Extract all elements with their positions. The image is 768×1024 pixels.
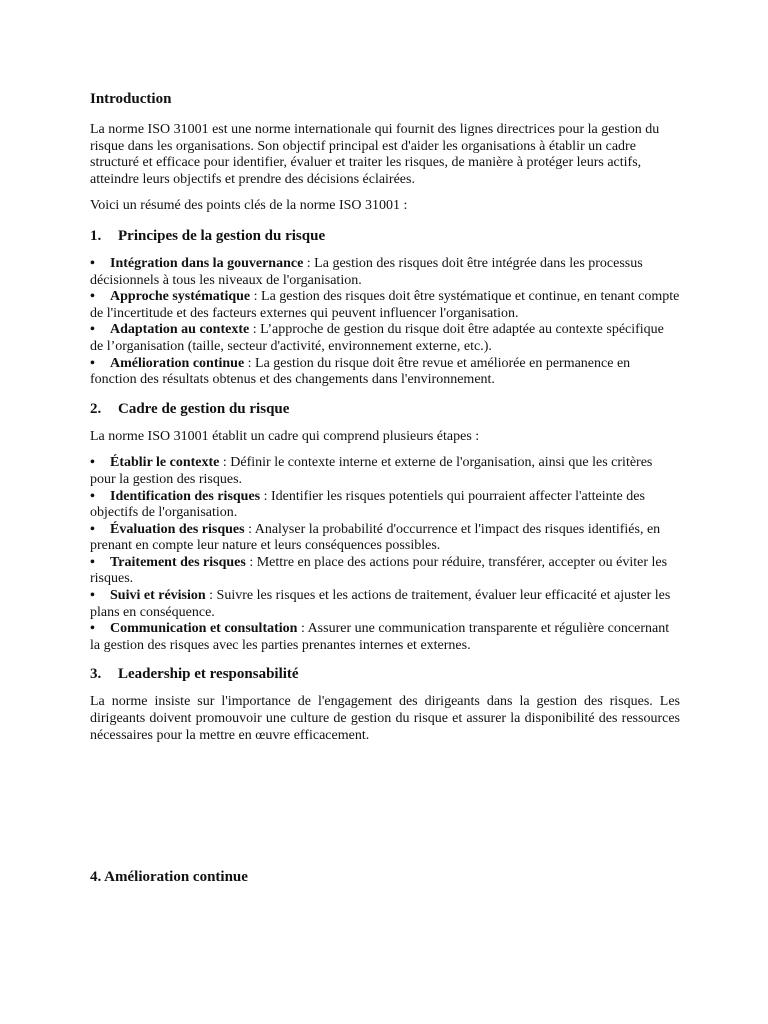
list-item — [90, 256, 680, 289]
list-item — [90, 555, 680, 588]
bullet-icon: • — [90, 355, 95, 371]
section-3-title: Leadership et responsabilité — [118, 666, 299, 683]
section-2-list — [90, 455, 680, 654]
list-item-term: Approche systématique — [110, 289, 251, 305]
list-item-term: Communication et consultation — [110, 621, 298, 637]
section-1-title: Principes de la gestion du risque — [118, 227, 326, 244]
bullet-icon: • — [90, 621, 95, 637]
document-body — [90, 88, 680, 897]
section-1-heading — [90, 225, 680, 247]
list-item — [90, 489, 680, 522]
bullet-icon: • — [90, 455, 95, 471]
section-2-title: Cadre de gestion du risque — [118, 400, 290, 417]
list-item — [90, 356, 680, 389]
list-item — [90, 322, 680, 355]
list-item-term: Suivi et révision — [110, 588, 206, 604]
list-item-term: Traitement des risques — [110, 554, 246, 570]
summary-line: Voici un résumé des points clés de la norme ISO 31001 : — [90, 198, 408, 214]
intro-heading: Introduction — [90, 91, 172, 107]
list-item-text: : Identifier les risques potentiels qui pourraient affecter l'atteinte des objectifs de l'organisation. — [90, 488, 645, 521]
list-item-text: : Définir le contexte interne et externe de l'organisation, ainsi que les critères pour la gestion des risques. — [90, 455, 653, 487]
intro-paragraph: La norme ISO 31001 est une norme internationale qui fournit des lignes directrices pour la gestion du risque dans les organisations. Son objectif principal est d'aider les organisations à établir un cadre structuré et efficace pour identifier, évaluer et traiter les risques, de manière à protéger leurs actifs, atteindre leurs objectifs et prendre des décisions éclairées. — [90, 122, 660, 187]
bullet-icon: • — [90, 322, 95, 338]
section-3-paragraph: La norme insiste sur l'importance de l'engagement des dirigeants dans la gestion des risques. Les dirigeants doivent promouvoir une culture de gestion du risque et assurer la disponibilité des ressources nécessaires pour la mettre en œuvre efficacement. — [90, 694, 680, 743]
section-2-heading — [90, 398, 680, 420]
section-2-number: 2. — [90, 400, 102, 417]
list-item-term: Amélioration continue — [110, 355, 245, 371]
bullet-icon: • — [90, 289, 95, 305]
list-item — [90, 588, 680, 621]
bullet-icon: • — [90, 255, 95, 271]
list-item — [90, 455, 680, 488]
bullet-icon: • — [90, 521, 95, 537]
section-1-number: 1. — [90, 227, 102, 244]
list-item-text: : La gestion des risques doit être intégrée dans les processus décisionnels à tous les niveaux de l'organisation. — [90, 255, 643, 288]
list-item-text: : L’approche de gestion du risque doit être adaptée au contexte spécifique de l’organisation (taille, secteur d'activité, environnement externe, etc.). — [90, 322, 664, 354]
blank-space — [90, 754, 680, 866]
list-item-term: Identification des risques — [110, 488, 261, 504]
list-item-term: Évaluation des risques — [110, 521, 245, 537]
list-item-term: Établir le contexte — [110, 455, 220, 471]
list-item-term: Intégration dans la gouvernance — [110, 255, 304, 271]
section-2-intro: La norme ISO 31001 établit un cadre qui comprend plusieurs étapes : — [90, 428, 480, 444]
bullet-icon: • — [90, 588, 95, 604]
list-item-text: : Assurer une communication transparente et régulière concernant la gestion des risques avec les parties prenantes internes et externes. — [90, 621, 670, 653]
section-4-heading: 4. Amélioration continue — [90, 869, 248, 886]
list-item — [90, 289, 680, 322]
list-item-term: Adaptation au contexte — [110, 322, 250, 338]
bullet-icon: • — [90, 554, 95, 570]
list-item — [90, 621, 680, 654]
list-item-text: : Mettre en place des actions pour réduire, transférer, accepter ou éviter les risques. — [90, 554, 668, 587]
section-3-heading — [90, 663, 680, 685]
section-1-list — [90, 256, 680, 389]
list-item-text: : La gestion du risque doit être revue et améliorée en permanence en fonction des résultats obtenus et des changements dans l'environnement. — [90, 355, 631, 388]
list-item-text: : Suivre les risques et les actions de traitement, évaluer leur efficacité et ajuster les plans en conséquence. — [90, 588, 671, 620]
section-3-number: 3. — [90, 666, 102, 683]
list-item-text: : La gestion des risques doit être systématique et continue, en tenant compte de l'incertitude et des facteurs externes qui peuvent influencer l'organisation. — [90, 289, 680, 321]
list-item — [90, 522, 680, 555]
list-item-text: : Analyser la probabilité d'occurrence et l'impact des risques identifiés, en prenant en compte leur nature et leurs conséquences possibles. — [90, 521, 661, 554]
bullet-icon: • — [90, 488, 95, 504]
